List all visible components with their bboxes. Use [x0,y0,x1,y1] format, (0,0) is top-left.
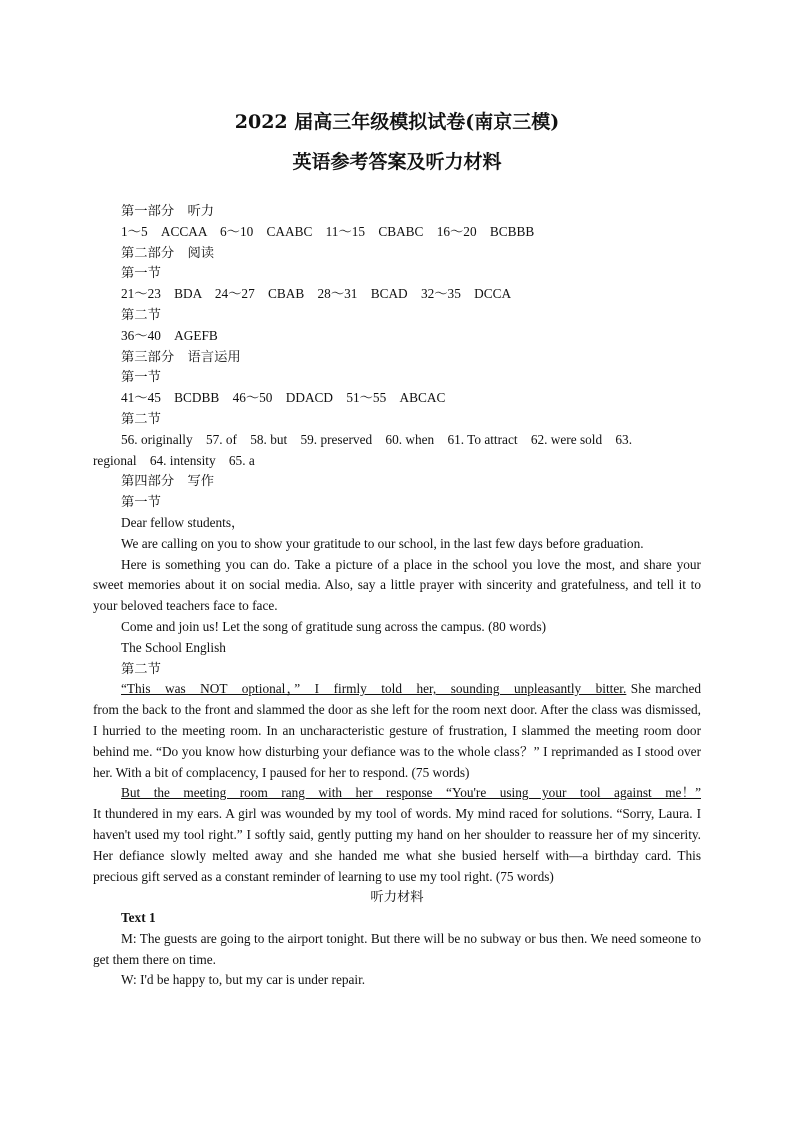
part4-heading: 第四部分 写作 [121,473,215,489]
part3-heading: 第三部分 语言运用 [121,348,241,364]
part3-sec2-answers-cont: regional 64. intensity 65. a [93,452,255,468]
story-p2-underlined: But the meeting room rang with her response “You're using your tool against me！” [121,785,701,801]
dialogue-m-line: M: The guests are going to the airport tonight. But there will be no subway or bus then. We need someone to get them there on time. [93,930,701,967]
letter-paragraph-3: Come and join us! Let the song of gratitude sung across the campus. (80 words) [121,618,547,634]
letter-paragraph-2: Here is something you can do. Take a picture of a place in the school you love the most, and share your sweet memories about it on social media. Also, say a little prayer with sincerity and gratefulness, and tell it to your beloved teachers face to face. [93,556,701,614]
story-p2-text: It thundered in my ears. A girl was wounded by my tool of words. My mind raced for solutions. “Sorry, Laura. I haven't used my tool right.” I softly said, gently putting my hand on her shoulder to reassure her of my sincerity. Her defiance slowly melted away and she handed me what she busied herself with—a birthday card. This precious gift served as a constant reminder of learning to use my tool right. (75 words) [93,806,701,884]
story-paragraph-2 [93,783,701,887]
document-body [93,201,701,991]
letter-signature: The School English [121,639,226,655]
page-subtitle: 英语参考答案及听力材料 [292,151,502,173]
part2-heading: 第二部分 阅读 [121,244,215,260]
part2-sec1-heading: 第一节 [121,265,161,281]
part2-sec2-heading: 第二节 [121,306,161,322]
part4-sec2-heading: 第二节 [121,660,161,676]
part3-sec1-answers: 41～45 BCDBB 46～50 DDACD 51～55 ABCAC [121,390,446,406]
letter-paragraph-1: We are calling on you to show your gratitude to our school, in the last few days before graduation. [121,535,644,551]
letter-greeting: Dear fellow students， [121,514,245,530]
part1-heading: 第一部分 听力 [121,203,215,218]
part3-sec2-heading: 第二节 [121,410,161,426]
story-p1-underlined: “This was NOT optional，” I firmly told her, sounding unpleasantly bitter. [121,681,627,697]
listening-heading: 听力材料 [370,889,424,905]
page-title: 2022 届高三年级模拟试卷(南京三模) [234,111,560,133]
part3-sec2-answers: 56. originally 57. of 58. but 59. preserved 60. when 61. To attract 62. were sold 63. [121,431,633,447]
text1-heading: Text 1 [121,910,156,926]
dialogue-w-line: W: I'd be happy to, but my car is under repair. [121,972,366,988]
part1-answers: 1～5 ACCAA 6～10 CAABC 11～15 CBABC 16～20 BCBBB [121,223,535,239]
story-paragraph-1 [93,679,701,783]
part2-sec2-answers: 36～40 AGEFB [121,327,218,343]
part3-sec1-heading: 第一节 [121,369,161,385]
part4-sec1-heading: 第一节 [121,494,161,510]
part2-sec1-answers: 21～23 BDA 24～27 CBAB 28～31 BCAD 32～35 DCCA [121,286,512,302]
story-p1-text: She marched from the back to the front and slammed the door as she left for the room next door. After the class was dismissed, I hurried to the meeting room. In an uncharacteristic gesture of frustration, I slammed the meeting room door behind me. “Do you know how disturbing your defiance was to the whole class？” I reprimanded as I stood over her. With a bit of complacency, I paused for her to respond. (75 words) [93,681,701,780]
